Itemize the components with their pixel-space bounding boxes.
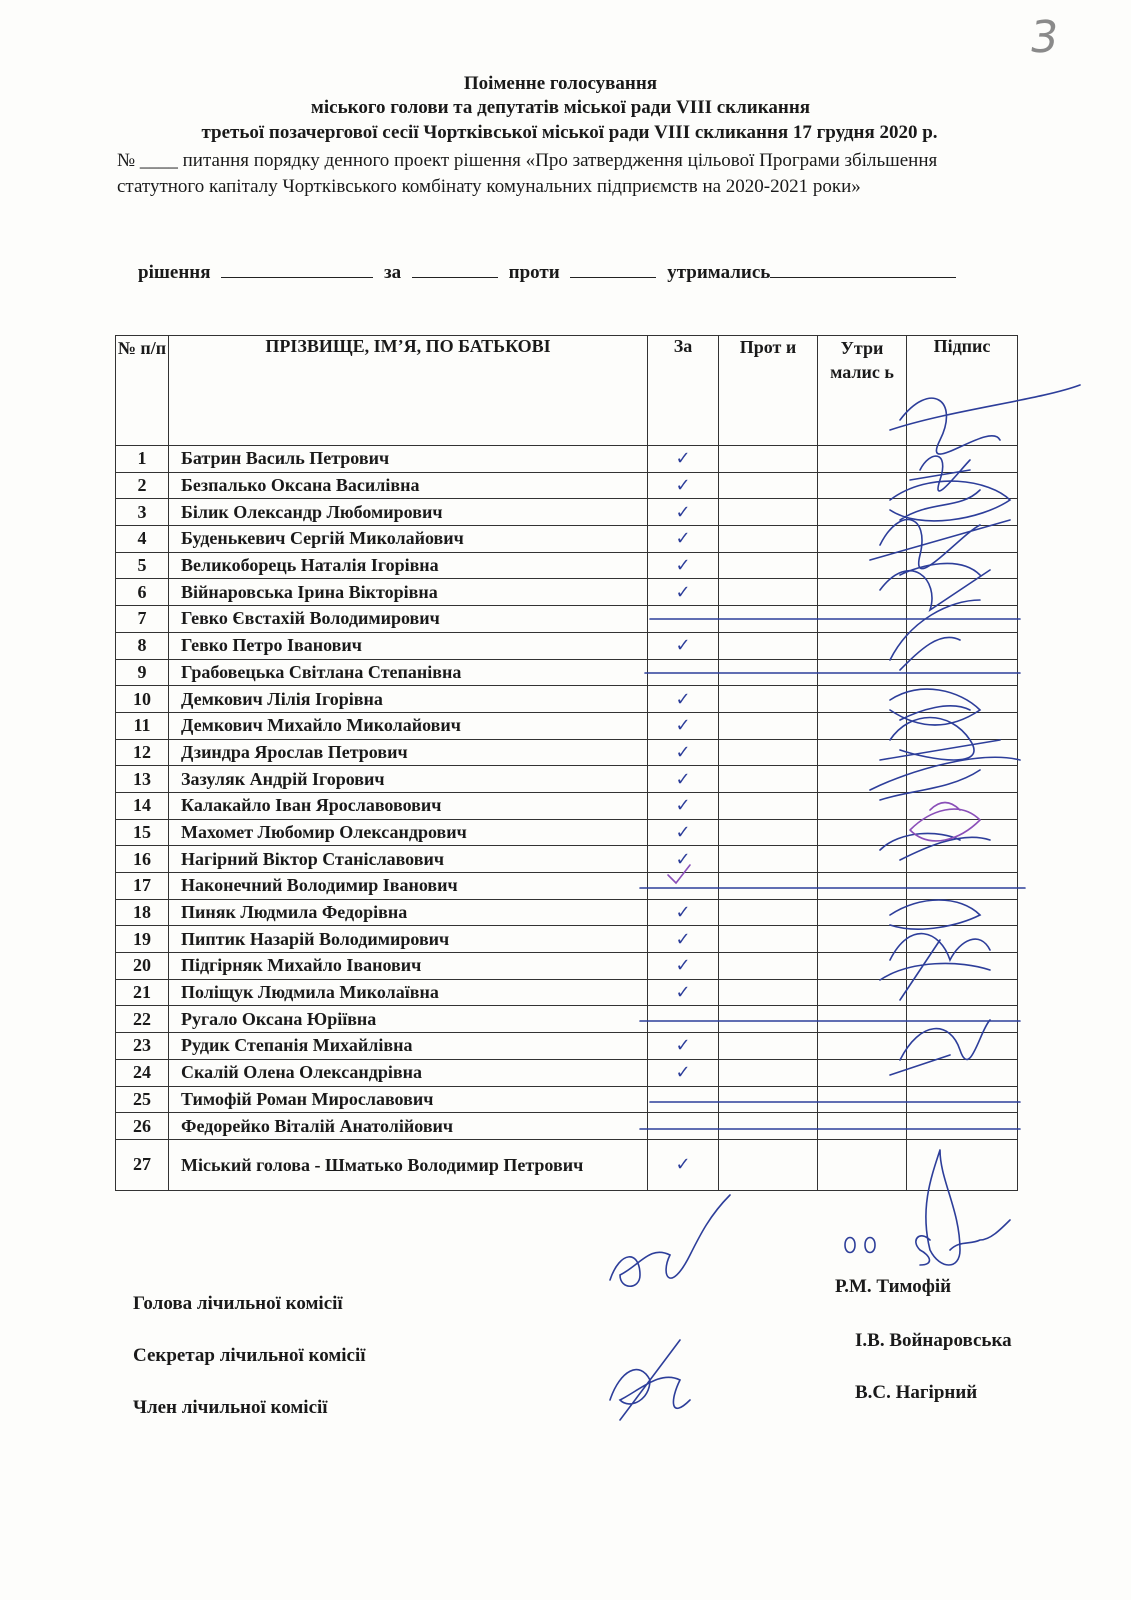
member-label: Член лічильної комісії [133,1397,328,1418]
signature-cell [907,899,1018,926]
signature-cell [907,552,1018,579]
row-number: 1 [116,446,169,473]
checkmark-icon: ✓ [675,448,691,470]
abstain-cell [818,846,907,873]
row-number: 3 [116,499,169,526]
checkmark-icon: ✓ [675,955,691,977]
for-cell [648,1139,719,1190]
deputy-name: Зазуляк Андрій Ігорович [169,766,648,793]
deputy-name: Гевко Євстахій Володимирович [169,606,648,633]
table-row [116,792,1018,819]
row-number: 16 [116,846,169,873]
deputy-name: Гевко Петро Іванович [169,632,648,659]
checkmark-icon: ✓ [675,795,691,817]
signature-cell [907,526,1018,553]
signature-cell [907,1006,1018,1033]
title-line-2: міського голови та депутатів міської ради VIII скликання [310,97,811,118]
against-cell [719,1139,818,1190]
row-number: 7 [116,606,169,633]
row-number: 18 [116,899,169,926]
abstain-cell [818,792,907,819]
against-blank [570,263,656,278]
table-row [116,1033,1018,1060]
for-cell [648,819,719,846]
abstain-cell [818,899,907,926]
table-row [116,446,1018,473]
against-cell [719,659,818,686]
row-number: 5 [116,552,169,579]
deputy-name: Війнаровська Ірина Вікторівна [169,579,648,606]
for-cell [648,1086,719,1113]
chair-label: Голова лічильної комісії [133,1293,343,1314]
abstain-cell [818,579,907,606]
deputy-name: Федорейко Віталій Анатолійович [169,1113,648,1140]
deputy-name: Підгірняк Михайло Іванович [169,953,648,980]
for-cell [648,1033,719,1060]
table-row [116,846,1018,873]
against-cell [719,1059,818,1086]
row-number: 25 [116,1086,169,1113]
page-number: 3 [1026,12,1062,63]
signature-cell [907,686,1018,713]
for-cell [648,739,719,766]
for-cell [648,499,719,526]
deputy-name: Демкович Михайло Миколайович [169,712,648,739]
row-number: 13 [116,766,169,793]
for-cell [648,1113,719,1140]
against-cell [719,526,818,553]
header-abstain: Утри малис ь [818,336,907,446]
secretary-name: І.В. Войнаровська [855,1330,1012,1351]
row-number: 8 [116,632,169,659]
checkmark-icon: ✓ [675,1154,691,1176]
deputy-name: Демкович Лілія Ігорівна [169,686,648,713]
against-cell [719,712,818,739]
table-row [116,1006,1018,1033]
for-cell [648,606,719,633]
against-cell [719,766,818,793]
row-number: 23 [116,1033,169,1060]
deputy-name: Дзиндра Ярослав Петрович [169,739,648,766]
row-number: 22 [116,1006,169,1033]
against-cell [719,1033,818,1060]
table-row [116,1113,1018,1140]
deputy-name: Міський голова - Шматько Володимир Петрович [169,1139,648,1190]
abstain-cell [818,739,907,766]
checkmark-icon: ✓ [675,501,691,523]
signature-cell [907,659,1018,686]
signature-cell [907,739,1018,766]
table-row [116,579,1018,606]
table-row [116,873,1018,900]
deputy-name: Нагірний Віктор Станіславович [169,846,648,873]
abstain-cell [818,953,907,980]
signature-cell [907,873,1018,900]
checkmark-icon: ✓ [675,741,691,763]
against-cell [719,792,818,819]
for-cell [648,926,719,953]
signature-cell [907,712,1018,739]
checkmark-icon: ✓ [675,928,691,950]
row-number: 17 [116,873,169,900]
for-cell [648,979,719,1006]
header-signature: Підпис [907,336,1018,446]
signature-cell [907,1113,1018,1140]
for-cell [648,579,719,606]
table-row [116,1086,1018,1113]
for-cell [648,846,719,873]
deputy-name: Поліщук Людмила Миколаївна [169,979,648,1006]
for-cell [648,712,719,739]
row-number: 15 [116,819,169,846]
for-cell [648,1006,719,1033]
abstain-cell [818,659,907,686]
table-row [116,766,1018,793]
abstain-cell [818,1006,907,1033]
chair-signature [610,1195,730,1286]
against-cell [719,1113,818,1140]
roll-call-table [115,335,1018,1191]
for-cell [648,472,719,499]
for-label: за [384,262,402,283]
table-row [116,472,1018,499]
against-cell [719,819,818,846]
signature-cell [907,1033,1018,1060]
checkmark-icon: ✓ [675,982,691,1004]
signature-cell [907,819,1018,846]
table-row [116,659,1018,686]
checkmark-icon: ✓ [675,475,691,497]
abstain-cell [818,712,907,739]
table-row [116,899,1018,926]
abstain-cell [818,873,907,900]
against-cell [719,579,818,606]
table-body [116,446,1018,1191]
abstain-cell [818,499,907,526]
row-number: 6 [116,579,169,606]
row-number: 19 [116,926,169,953]
header-num: № п/п [116,336,169,446]
for-cell [648,552,719,579]
table-row [116,632,1018,659]
signature-cell [907,446,1018,473]
checkmark-icon: ✓ [675,555,691,577]
deputy-name: Рудик Степанія Михайлівна [169,1033,648,1060]
row-number: 2 [116,472,169,499]
signature-cell [907,606,1018,633]
signature-cell [907,846,1018,873]
table-row [116,979,1018,1006]
against-cell [719,552,818,579]
checkmark-icon: ✓ [675,581,691,603]
row-number: 11 [116,712,169,739]
abstain-blank [770,263,956,278]
row-number: 26 [116,1113,169,1140]
table-row [116,552,1018,579]
agenda-question [117,148,1017,200]
for-cell [648,953,719,980]
table-row [116,1139,1018,1190]
against-cell [719,739,818,766]
for-cell [648,659,719,686]
table-row [116,686,1018,713]
deputy-name: Батрин Василь Петрович [169,446,648,473]
signature-cell [907,926,1018,953]
abstain-cell [818,819,907,846]
abstain-cell [818,1139,907,1190]
deputy-name: Безпалько Оксана Василівна [169,472,648,499]
for-cell [648,1059,719,1086]
decision-label: рішення [138,262,211,283]
question-text: питання порядку денного проект рішення «Про затвердження цільової Програми збільшення статутного капіталу Чортківського комбінату комунальних підприємств на 2020-2021 роки» [117,150,938,197]
for-cell [648,766,719,793]
deputy-name: Грабовецька Світлана Степанівна [169,659,648,686]
row-number: 24 [116,1059,169,1086]
against-cell [719,472,818,499]
for-cell [648,899,719,926]
title-line-1: Поіменне голосування [463,73,658,94]
signature-cell [907,472,1018,499]
checkmark-icon: ✓ [675,848,691,870]
abstain-label: утримались [667,262,771,283]
checkmark-icon: ✓ [675,821,691,843]
header-for: За [648,336,719,446]
against-label: проти [508,262,560,283]
against-cell [719,446,818,473]
signature-cell [907,632,1018,659]
abstain-cell [818,686,907,713]
for-cell [648,686,719,713]
deputy-name: Тимофій Роман Мирославович [169,1086,648,1113]
deputy-name: Пиптик Назарій Володимирович [169,926,648,953]
abstain-cell [818,1033,907,1060]
against-cell [719,1006,818,1033]
for-cell [648,792,719,819]
row-number: 20 [116,953,169,980]
abstain-cell [818,526,907,553]
deputy-name: Пиняк Людмила Федорівна [169,899,648,926]
deputy-name: Білик Олександр Любомирович [169,499,648,526]
member-signature [610,1340,690,1420]
checkmark-icon: ✓ [675,688,691,710]
against-cell [719,632,818,659]
secretary-label: Секретар лічильної комісії [133,1345,366,1366]
abstain-cell [818,926,907,953]
deputy-name: Наконечний Володимир Іванович [169,873,648,900]
secretary-signature-ink [845,1220,1010,1265]
against-cell [719,846,818,873]
table-header-row [116,336,1018,446]
table-row [116,712,1018,739]
deputy-name: Буденькевич Сергій Миколайович [169,526,648,553]
header-name: ПРІЗВИЩЕ, ІМ’Я, ПО БАТЬКОВІ [169,336,648,446]
row-number: 9 [116,659,169,686]
abstain-cell [818,446,907,473]
table-row [116,739,1018,766]
deputy-name: Скалій Олена Олександрівна [169,1059,648,1086]
against-cell [719,926,818,953]
signature-cell [907,792,1018,819]
abstain-cell [818,979,907,1006]
against-cell [719,873,818,900]
signature-cell [907,579,1018,606]
row-number: 12 [116,739,169,766]
signature-cell [907,1139,1018,1190]
abstain-cell [818,1086,907,1113]
abstain-cell [818,1113,907,1140]
signature-cell [907,953,1018,980]
title-line-3: третьої позачергової сесії Чортківської міської ради VIII скликання 17 грудня 2020 р. [201,122,938,143]
for-cell [648,632,719,659]
checkmark-icon: ✓ [675,1062,691,1084]
table-row [116,953,1018,980]
checkmark-icon: ✓ [675,715,691,737]
checkmark-icon: ✓ [675,768,691,790]
for-blank [412,263,498,278]
against-cell [719,686,818,713]
against-cell [719,1086,818,1113]
decision-blank [221,263,373,278]
deputy-name: Калакайло Іван Ярославовович [169,792,648,819]
header-against: Прот и [719,336,818,446]
against-cell [719,606,818,633]
checkmark-icon: ✓ [675,1035,691,1057]
signature-cell [907,499,1018,526]
against-cell [719,499,818,526]
row-number: 21 [116,979,169,1006]
row-number: 27 [116,1139,169,1190]
row-number: 10 [116,686,169,713]
deputy-name: Ругало Оксана Юріївна [169,1006,648,1033]
for-cell [648,873,719,900]
row-number: 14 [116,792,169,819]
checkmark-icon: ✓ [675,635,691,657]
table-row [116,926,1018,953]
checkmark-icon: ✓ [675,528,691,550]
table-row [116,499,1018,526]
for-cell [648,446,719,473]
member-name: В.С. Нагірний [855,1382,978,1403]
checkmark-icon: ✓ [675,902,691,924]
abstain-cell [818,632,907,659]
table-row [116,526,1018,553]
abstain-cell [818,1059,907,1086]
for-cell [648,526,719,553]
signature-cell [907,766,1018,793]
table-row [116,606,1018,633]
against-cell [719,899,818,926]
abstain-cell [818,606,907,633]
chair-name: Р.М. Тимофій [835,1276,952,1297]
against-cell [719,979,818,1006]
row-number: 4 [116,526,169,553]
signature-cell [907,1059,1018,1086]
abstain-cell [818,552,907,579]
abstain-cell [818,472,907,499]
table-row [116,1059,1018,1086]
decision-line [138,262,962,284]
abstain-cell [818,766,907,793]
table-row [116,819,1018,846]
document-header [0,72,1131,146]
against-cell [719,953,818,980]
deputy-name: Великоборець Наталія Ігорівна [169,552,648,579]
question-number: № ____ [117,150,178,171]
signature-cell [907,979,1018,1006]
signature-cell [907,1086,1018,1113]
deputy-name: Махомет Любомир Олександрович [169,819,648,846]
